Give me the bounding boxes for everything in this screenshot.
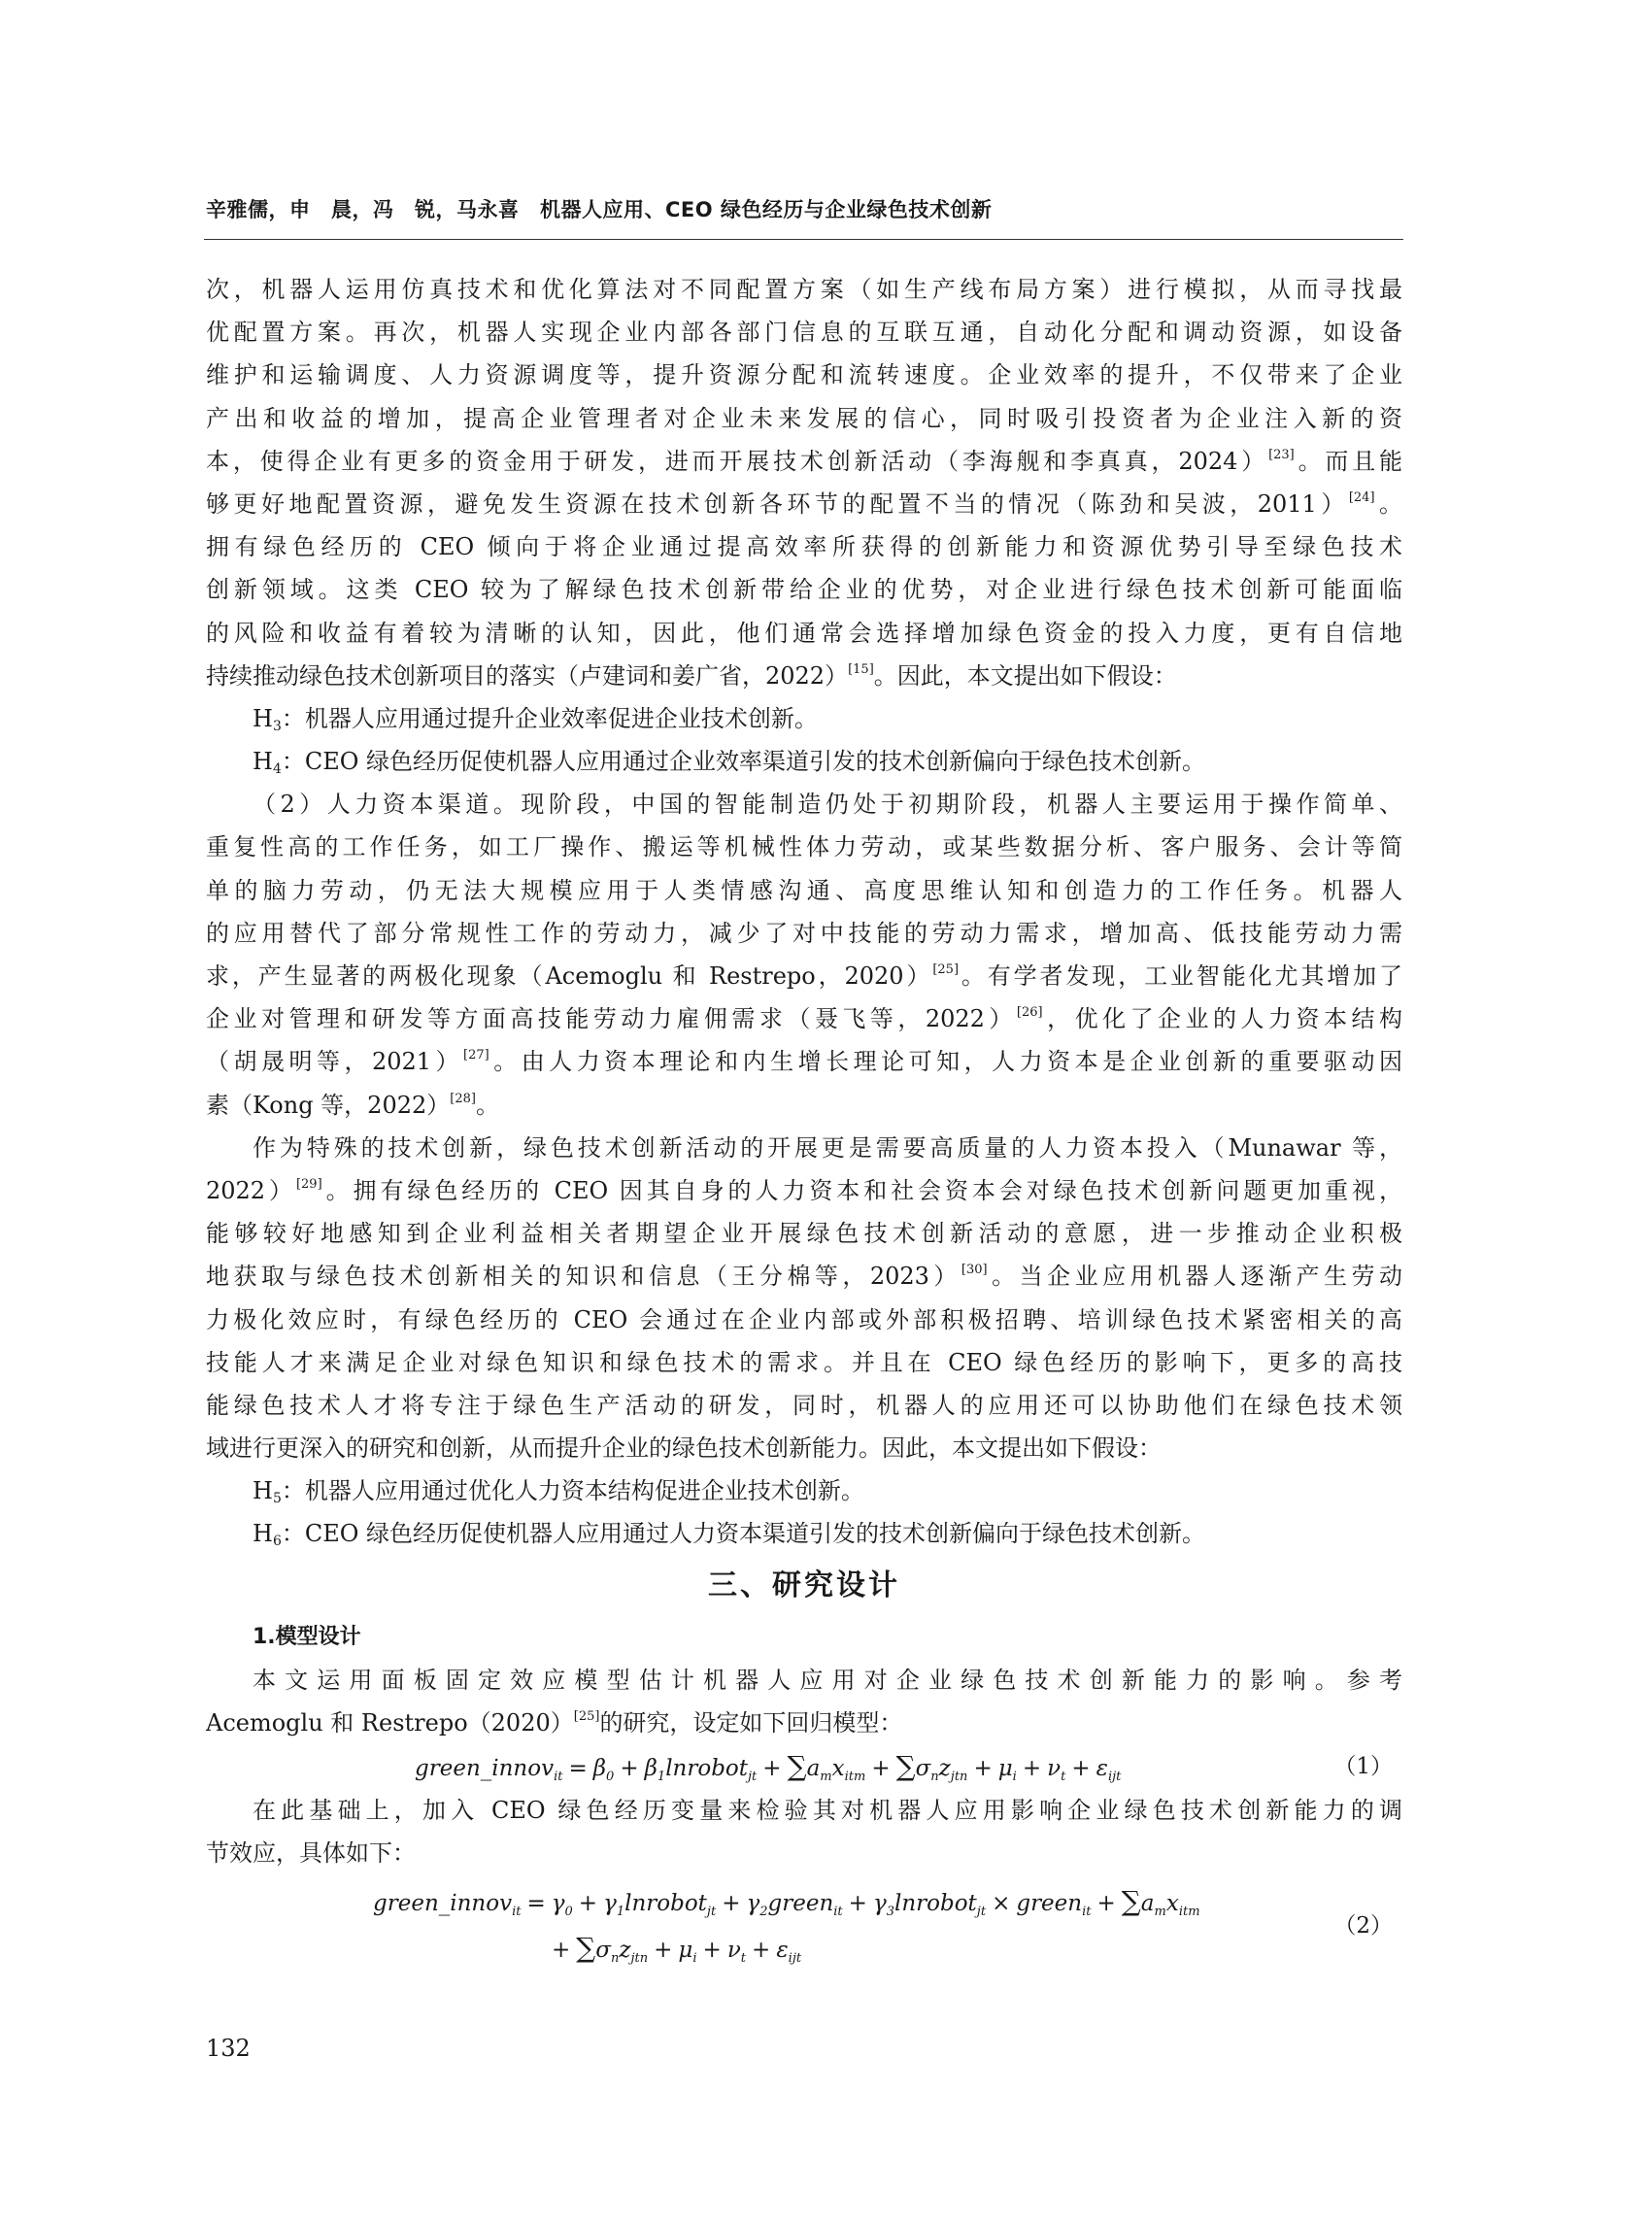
hypothesis-h5 <box>206 1469 1402 1512</box>
equation-2-row-1: green_innov$_{it}$ = $\gamma_0$ + $\gamma_1lnrobot_{jt}$ + $\gamma_2green_{it}$ + $\gamma_3lnrobot_{jt}$ × green$_{it}$ + $\sum a_mx_{itm}$ <box>373 1884 1200 1919</box>
text-run: 地获取与绿色技术创新相关的知识和信息（王分棉等，2023） <box>206 1263 961 1291</box>
hypothesis-h3 <box>206 697 1402 740</box>
citation: [27] <box>463 1048 489 1063</box>
citation: [25] <box>932 962 960 977</box>
text-run: 。由人力资本理论和内生增长理论可知，人力资本是企业创新的重要驱动因 <box>489 1048 1402 1076</box>
hypothesis-index: 6 <box>272 1534 282 1550</box>
citation: [25] <box>573 1709 600 1724</box>
subsection-title: 1.模型设计 <box>253 1624 361 1649</box>
text-run: 。当企业应用机器人逐渐产生劳动 <box>987 1263 1402 1291</box>
text-line <box>206 1255 1402 1298</box>
hypothesis-letter: H <box>253 1520 273 1548</box>
text-run: 。有学者发现，工业智能化尤其增加了 <box>959 962 1402 990</box>
text-run: 求，产生显著的两极化现象（Acemoglu 和 Restrepo，2020） <box>206 962 933 990</box>
text-line <box>206 1702 1402 1744</box>
hypothesis-index: 5 <box>272 1491 282 1507</box>
text-run: 的研究，设定如下回归模型： <box>599 1709 903 1737</box>
text-line: 重复性高的工作任务，如工厂操作、搬运等机械性体力劳动，或某些数据分析、客户服务、会计等简 <box>206 833 1402 861</box>
text-line: 的应用替代了部分常规性工作的劳动力，减少了对中技能的劳动力需求，增加高、低技能劳动力需 <box>206 919 1402 947</box>
citation: [24] <box>1348 489 1375 505</box>
text-line <box>206 1084 1402 1127</box>
text-line: 产出和收益的增加，提高企业管理者对企业未来发展的信心，同时吸引投资者为企业注入新的资 <box>206 404 1402 432</box>
citation: [29] <box>295 1176 322 1192</box>
text-run: 持续推动绿色技术创新项目的落实（卢建词和姜广省，2022） <box>206 661 849 690</box>
text-line: 拥有绿色经历的 CEO 倾向于将企业通过提高效率所获得的创新能力和资源优势引导至绿色技术 <box>206 533 1402 561</box>
equation-1 <box>206 1744 1402 1789</box>
text-line: 节效应，具体如下： <box>206 1839 416 1868</box>
text-line: 次，机器人运用仿真技术和优化算法对不同配置方案（如生产线布局方案）进行模拟，从而寻找最 <box>206 276 1402 303</box>
text-run: 够更好地配置资源，避免发生资源在技术创新各环节的配置不当的情况（陈劲和吴波，2011） <box>206 489 1349 518</box>
text-line: 域进行更深入的研究和创新，从而提升企业的绿色技术创新能力。因此，本文提出如下假设： <box>206 1434 1162 1463</box>
text-run: 。因此，本文提出如下假设： <box>873 661 1177 690</box>
body-text <box>206 268 1402 1976</box>
text-line: 能绿色技术人才将专注于绿色生产活动的研发，同时，机器人的应用还可以协助他们在绿色技术领 <box>206 1391 1402 1419</box>
text-line: 在此基础上，加入 CEO 绿色经历变量来检验其对机器人应用影响企业绿色技术创新能力的调 <box>253 1797 1402 1825</box>
text-line: 的风险和收益有着较为清晰的认知，因此，他们通常会选择增加绿色资金的投入力度，更有自信地 <box>206 619 1402 647</box>
text-line: 维护和运输调度、人力资源调度等，提升资源分配和流转速度。企业效率的提升，不仅带来了企业 <box>206 361 1402 389</box>
equation-number: （1） <box>1333 1754 1393 1780</box>
hypothesis-text: ：CEO 绿色经历促使机器人应用通过人力资本渠道引发的技术创新偏向于绿色技术创新。 <box>281 1520 1206 1548</box>
citation: [28] <box>450 1091 476 1106</box>
text-line: （2）人力资本渠道。现阶段，中国的智能制造仍处于初期阶段，机器人主要运用于操作简单、 <box>253 791 1402 819</box>
text-line <box>206 1169 1402 1212</box>
text-run: 本，使得企业有更多的资金用于研发，进而开展技术创新活动（李海舰和李真真，2024） <box>206 447 1269 475</box>
citation: [23] <box>1268 447 1295 462</box>
text-run: 2022） <box>206 1176 296 1204</box>
hypothesis-text: ：CEO 绿色经历促使机器人应用通过企业效率渠道引发的技术创新偏向于绿色技术创新。 <box>281 748 1206 776</box>
text-run: 。拥有绿色经历的 CEO 因其自身的人力资本和社会资本会对绿色技术创新问题更加重视， <box>321 1176 1402 1204</box>
hypothesis-letter: H <box>253 1477 273 1505</box>
text-line: 作为特殊的技术创新，绿色技术创新活动的开展更是需要高质量的人力资本投入（Munawar 等， <box>253 1133 1402 1162</box>
text-run: Acemoglu 和 Restrepo（2020） <box>206 1709 574 1737</box>
hypothesis-text: ：机器人应用通过优化人力资本结构促进企业技术创新。 <box>281 1477 864 1505</box>
text-line: 优配置方案。再次，机器人实现企业内部各部门信息的互联互通，自动化分配和调动资源，如设备 <box>206 319 1402 347</box>
text-run: 企业对管理和研发等方面高技能劳动力雇佣需求（聂飞等，2022） <box>206 1005 1017 1033</box>
section-title: 三、研究设计 <box>708 1568 900 1602</box>
hypothesis-letter: H <box>253 748 273 776</box>
page-number: 132 <box>206 2035 251 2062</box>
text-line <box>206 1040 1402 1083</box>
text-line <box>206 997 1402 1040</box>
text-line <box>206 655 1402 697</box>
text-run: 素（Kong 等，2022） <box>206 1091 451 1119</box>
running-head: 辛雅儒，申 晨，冯 锐，马永喜 机器人应用、CEO 绿色经历与企业绿色技术创新 <box>206 198 993 221</box>
text-line: 力极化效应时，有绿色经历的 CEO 会通过在企业内部或外部积极招聘、培训绿色技术紧密相关的高 <box>206 1305 1402 1333</box>
hypothesis-h6 <box>206 1512 1402 1555</box>
equation-2 <box>206 1875 1402 1976</box>
hypothesis-index: 4 <box>272 761 282 778</box>
text-line: 技能人才来满足企业对绿色知识和绿色技术的需求。并且在 CEO 绿色经历的影响下，更多的高技 <box>206 1348 1402 1376</box>
text-run: 。 <box>1374 489 1402 518</box>
citation: [26] <box>1016 1005 1043 1021</box>
equation-2-row-2: + $\sum\sigma_nz_{jtn} + \mu_i + \nu_t + \varepsilon_{ijt}$ <box>552 1931 802 1966</box>
hypothesis-letter: H <box>253 704 273 732</box>
text-run: 。 <box>475 1091 499 1119</box>
header-rule <box>204 239 1403 240</box>
text-line: 创新领域。这类 CEO 较为了解绿色技术创新带给企业的优势，对企业进行绿色技术创新可能面临 <box>206 576 1402 604</box>
citation: [15] <box>848 661 874 677</box>
citation: [30] <box>961 1263 988 1278</box>
text-line: 能够较好地感知到企业利益相关者期望企业开展绿色技术创新活动的意愿，进一步推动企业积极 <box>206 1220 1402 1248</box>
text-line <box>206 483 1402 525</box>
text-run: （胡晟明等，2021） <box>206 1048 464 1076</box>
text-run: 。而且能 <box>1294 447 1402 475</box>
equation-1-body: green_innov$_{it}$ = $\beta_0$ + $\beta_1lnrobot_{jt} + \sum a_mx_{itm} + \sum\sigma_nz_{jtn} + \mu_i + \nu_t + \varepsilon_{ijt}$ <box>415 1750 1122 1785</box>
text-line: 本文运用面板固定效应模型估计机器人应用对企业绿色技术创新能力的影响。参考 <box>253 1666 1402 1694</box>
text-line: 单的脑力劳动，仍无法大规模应用于人类情感沟通、高度思维认知和创造力的工作任务。机器人 <box>206 876 1402 904</box>
text-line <box>206 440 1402 483</box>
hypothesis-text: ：机器人应用通过提升企业效率促进企业技术创新。 <box>281 704 818 732</box>
hypothesis-index: 3 <box>272 718 282 734</box>
equation-number: （2） <box>1333 1912 1393 1939</box>
hypothesis-h4 <box>206 740 1402 783</box>
text-run: ，优化了企业的人力资本结构 <box>1042 1005 1402 1033</box>
text-line <box>206 955 1402 997</box>
